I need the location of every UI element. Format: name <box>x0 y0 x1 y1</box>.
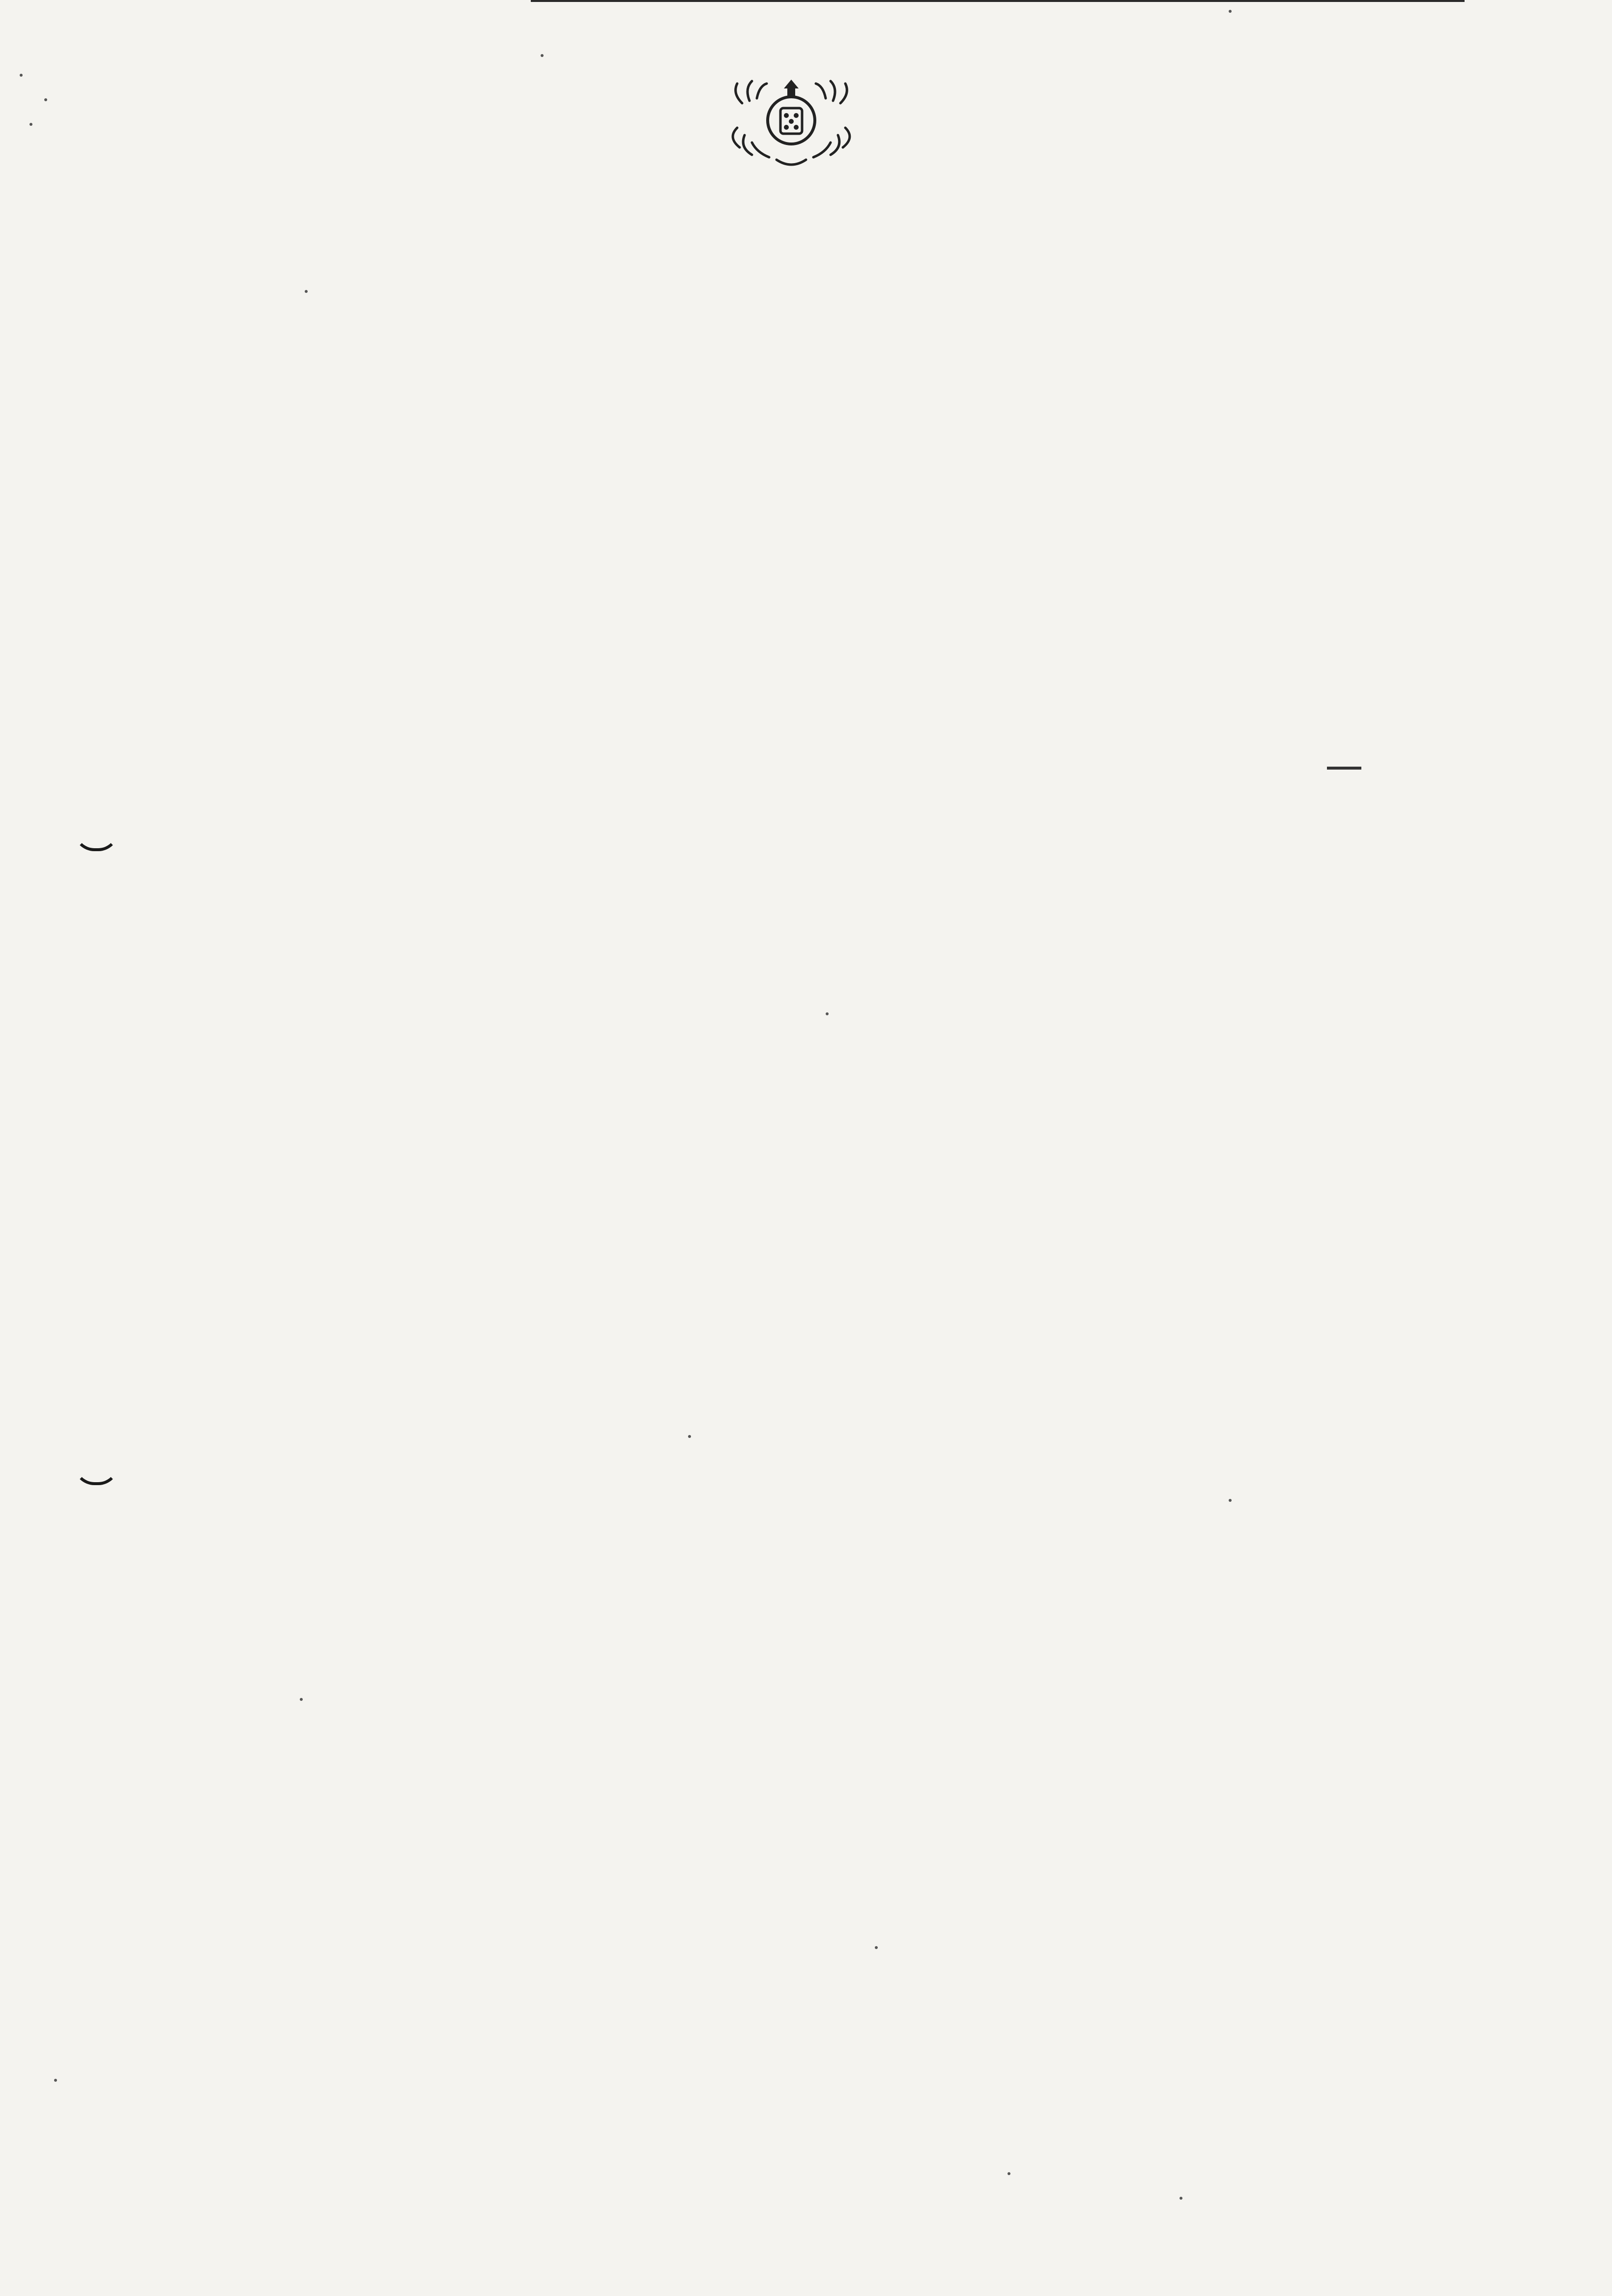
punch-hole-mark <box>74 831 119 851</box>
scan-speck <box>1008 2172 1010 2175</box>
scan-speck <box>541 54 544 57</box>
punch-hole-mark <box>74 1464 119 1485</box>
scan-speck <box>1180 2197 1182 2200</box>
top-border-line <box>531 0 1465 2</box>
scan-speck <box>300 1698 303 1701</box>
article-31-heading <box>0 1494 1612 1529</box>
scan-speck <box>20 74 23 77</box>
scan-speck <box>29 123 32 126</box>
scan-speck <box>54 2079 57 2082</box>
scan-speck <box>826 1012 829 1015</box>
article-30-heading <box>0 759 1612 794</box>
scan-speck <box>305 290 308 293</box>
scan-smudge <box>1327 767 1361 770</box>
scan-speck <box>44 98 47 101</box>
scan-speck <box>1229 10 1232 13</box>
scan-speck <box>688 1435 691 1438</box>
scan-speck <box>1229 1499 1232 1502</box>
scan-speck <box>875 1946 878 1949</box>
coat-of-arms-icon <box>722 74 860 172</box>
chapter-subtitle <box>0 656 1612 691</box>
chapter-title <box>0 536 1612 571</box>
